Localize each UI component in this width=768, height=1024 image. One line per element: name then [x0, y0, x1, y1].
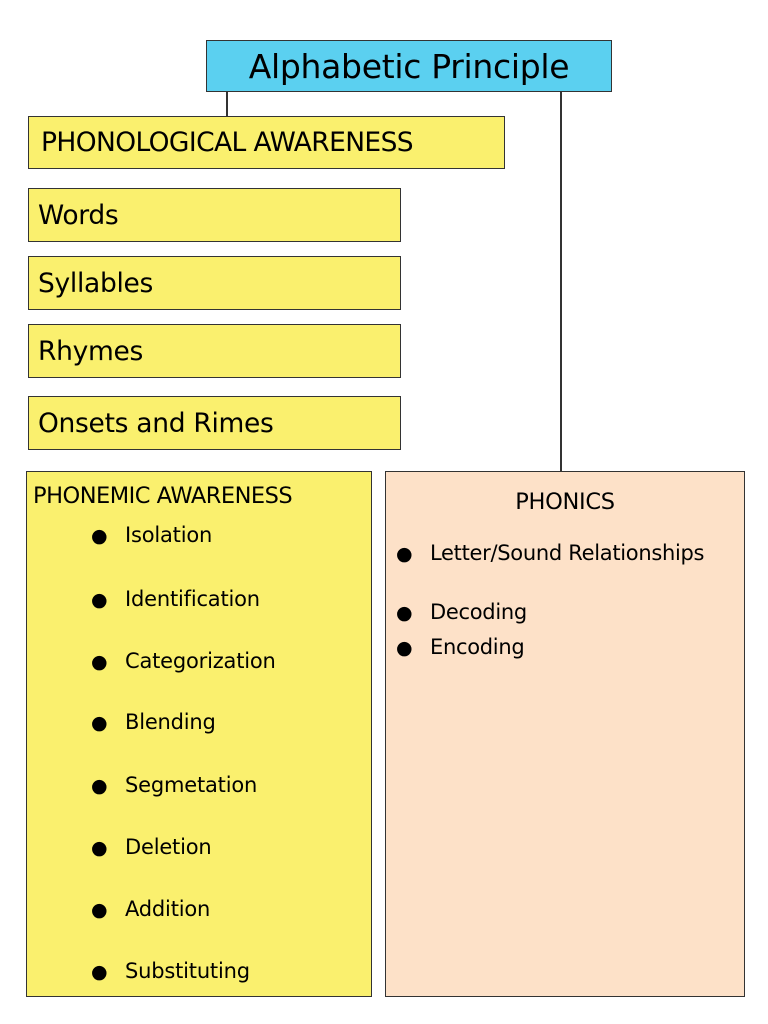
- list-item: ● Substituting: [91, 959, 250, 983]
- alphabetic-principle-node: [206, 40, 612, 92]
- list-item: ● Letter/Sound Relationships: [396, 541, 705, 565]
- phonological-item-label: Rhymes: [38, 335, 144, 367]
- bullet-icon: ●: [91, 837, 108, 859]
- bullet-icon: ●: [91, 899, 108, 921]
- list-item: ● Blending: [91, 710, 216, 734]
- phonological-awareness-node: [28, 116, 505, 169]
- list-item: ● Encoding: [396, 635, 525, 659]
- phonological-awareness-label: PHONOLOGICAL AWARENESS: [41, 127, 414, 158]
- list-item: ● Addition: [91, 897, 211, 921]
- bullet-icon: ●: [91, 775, 108, 797]
- list-item: ● Identification: [91, 587, 260, 611]
- bullet-icon: ●: [396, 602, 413, 624]
- connector-title-to-phonics: [560, 92, 562, 471]
- list-item: ● Decoding: [396, 600, 527, 624]
- phonemic-awareness-label: PHONEMIC AWARENESS: [33, 483, 293, 509]
- list-item: ● Deletion: [91, 835, 212, 859]
- connector-title-to-phonological: [226, 92, 228, 116]
- phonological-item-words: [28, 188, 401, 242]
- bullet-icon: ●: [91, 525, 108, 547]
- bullet-icon: ●: [396, 543, 413, 565]
- list-item: ● Categorization: [91, 649, 276, 673]
- phonological-item-onsets-rimes: [28, 396, 401, 450]
- bullet-icon: ●: [91, 651, 108, 673]
- phonemic-awareness-node: [26, 471, 372, 997]
- bullet-icon: ●: [396, 637, 413, 659]
- bullet-icon: ●: [91, 961, 108, 983]
- phonics-node: [385, 471, 745, 997]
- phonological-item-label: Onsets and Rimes: [38, 407, 274, 439]
- phonological-item-syllables: [28, 256, 401, 310]
- list-item: ● Segmetation: [91, 773, 258, 797]
- alphabetic-principle-label: Alphabetic Principle: [248, 46, 570, 86]
- phonological-item-rhymes: [28, 324, 401, 378]
- phonological-item-label: Syllables: [38, 267, 154, 299]
- phonics-label: PHONICS: [515, 489, 615, 515]
- list-item: ● Isolation: [91, 523, 213, 547]
- phonological-item-label: Words: [38, 199, 119, 231]
- bullet-icon: ●: [91, 589, 108, 611]
- bullet-icon: ●: [91, 712, 108, 734]
